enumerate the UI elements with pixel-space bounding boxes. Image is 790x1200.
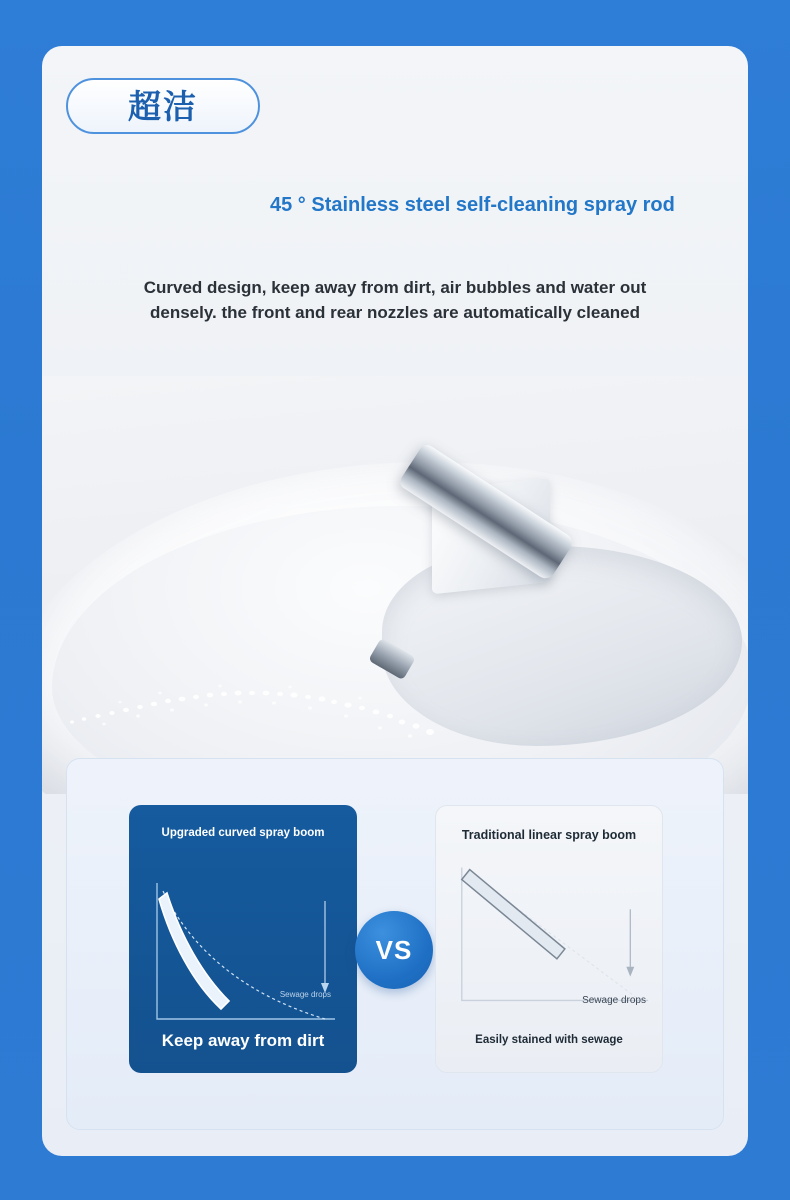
traditional-panel-caption: Easily stained with sewage [475, 1034, 623, 1046]
page-title: 45 ° Stainless steel self-cleaning spray rod [270, 194, 675, 216]
vs-label: VS [375, 934, 413, 965]
upgraded-sewage-annotation: Sewage drops [279, 990, 331, 999]
traditional-sewage-annotation: Sewage drops [582, 995, 646, 1006]
water-spray-graphic [60, 666, 440, 746]
comparison-section [66, 758, 724, 1130]
product-photo [42, 376, 748, 794]
comparison-panel-upgraded [129, 805, 357, 1073]
brand-badge-label: 超洁 [128, 86, 198, 126]
traditional-panel-title: Traditional linear spray boom [461, 828, 637, 842]
upgraded-panel-title: Upgraded curved spray boom [161, 827, 325, 839]
page-subtitle: Curved design, keep away from dirt, air bubbles and water out densely. the front and rear nozzles are automatically cleaned [143, 278, 647, 322]
traditional-linear-diagram [436, 806, 662, 1072]
brand-badge [66, 78, 260, 134]
comparison-panel-traditional [435, 805, 663, 1073]
vs-badge [355, 911, 433, 989]
upgraded-panel-caption: Keep away from dirt [161, 1031, 325, 1050]
content-card [42, 46, 748, 1156]
water-spray-svg [60, 666, 440, 746]
